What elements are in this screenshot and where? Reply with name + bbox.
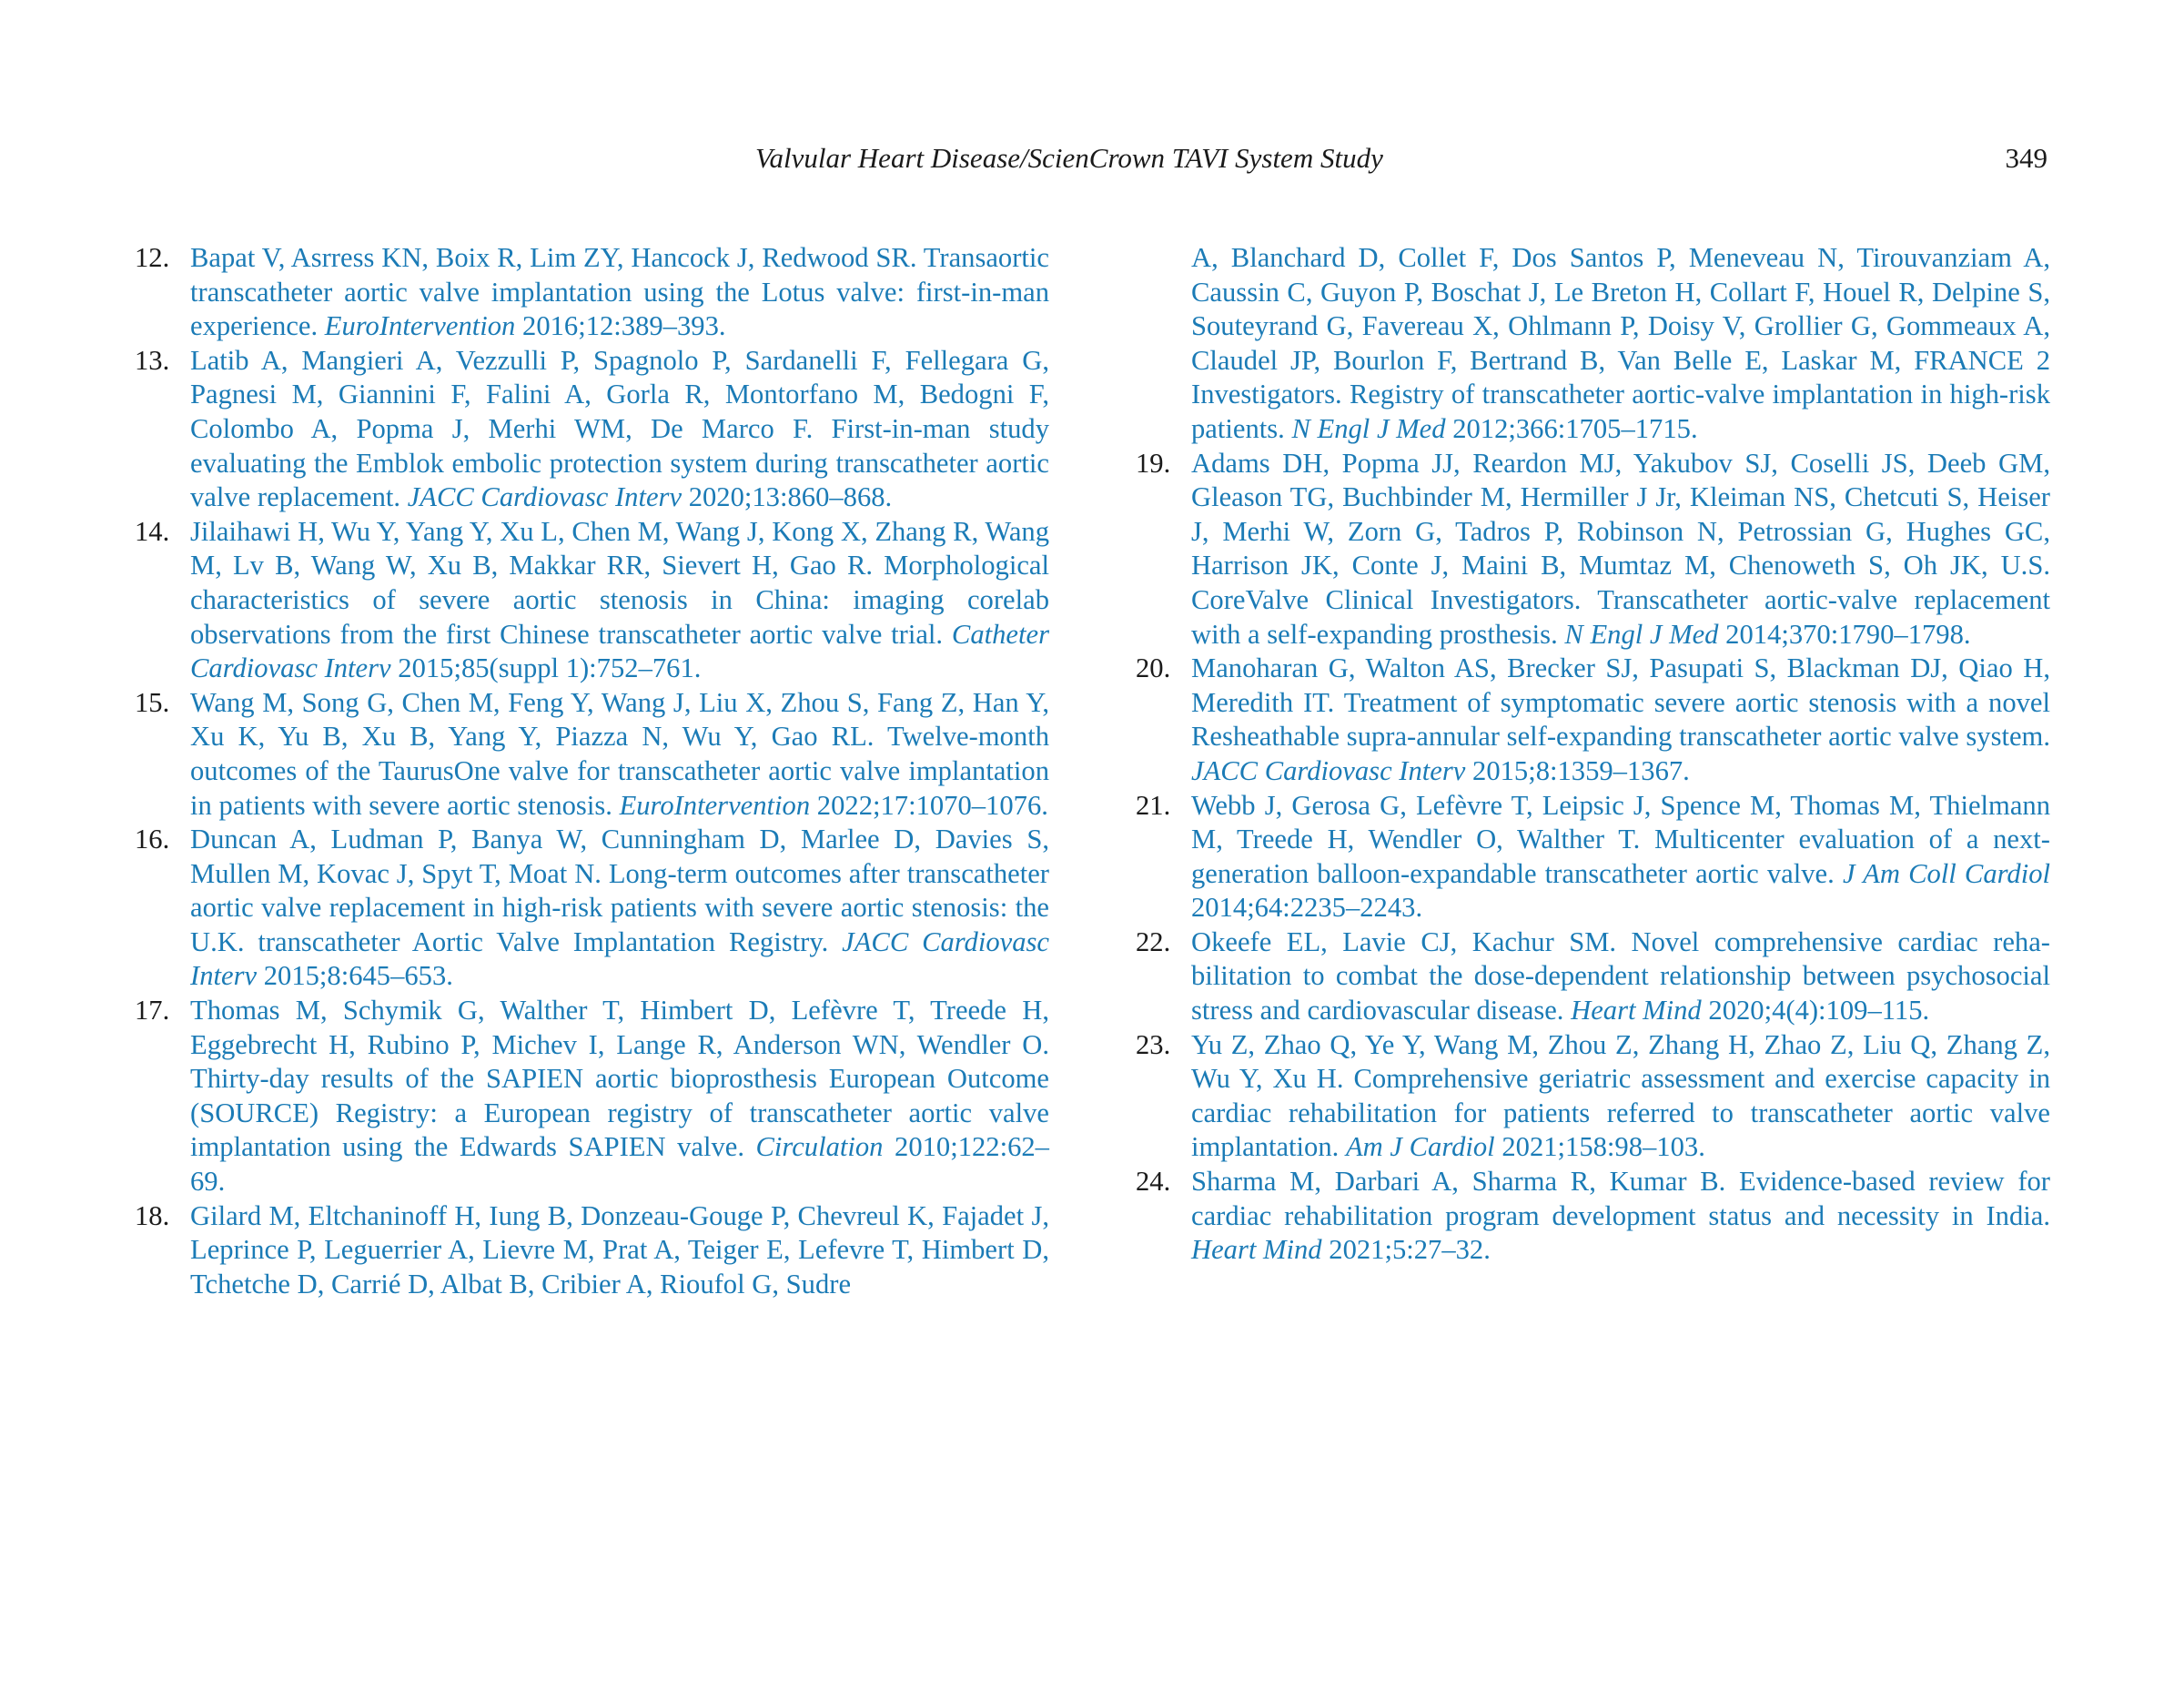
reference-item (135, 344, 1049, 515)
citation-details: 2016;12:389–393. (522, 310, 726, 342)
citation-details: 2021;5:27–32. (1329, 1234, 1491, 1266)
reference-link[interactable] (1191, 652, 2050, 786)
journal-name: Am J Cardiol (1345, 1131, 1495, 1163)
citation-details: 2021;158:98–103. (1502, 1131, 1705, 1163)
citation-details: 2022;17:1070–1076. (816, 789, 1048, 821)
journal-name: EuroIntervention (324, 310, 516, 342)
reference-text: Thomas M, Schymik G, Walther T, Himbert D, Lefèvre T, Treede H, Eggebrecht H, Rubino P, Michev I, Lange R, Anderson WN, Wendler O. Thirty-day results of the SAPIEN aortic bioprosthesis European Outcome (SOURCE) Registry: a European registry of transcatheter aortic valve implantation using the Edwards SAPIEN valve. (190, 995, 1049, 1163)
journal-name: Heart Mind (1191, 1234, 1322, 1266)
reference-text: Manoharan G, Walton AS, Brecker SJ, Pasupati S, Blackman DJ, Qiao H, Meredith IT. Treatment of symptomatic severe aortic stenosis with a novel Resheathable supra-annular self-expanding transcatheter aortic valve system. (1191, 652, 2050, 753)
citation-details: 2014;370:1790–1798. (1725, 618, 1971, 650)
reference-text: Yu Z, Zhao Q, Ye Y, Wang M, Zhou Z, Zhang H, Zhao Z, Liu Q, Zhang Z, Wu Y, Xu H. Comprehensive geriatric assessment and exercise capacity in cardiac rehabilitation for patients referred to transcatheter aortic valve implantation. (1191, 1028, 2050, 1163)
citation-details: 2014;64:2235–2243. (1191, 892, 1423, 924)
reference-text: Adams DH, Popma JJ, Reardon MJ, Yakubov SJ, Coselli JS, Deeb GM, Gleason TG, Buchbinder M, Hermiller J Jr, Kleiman NS, Chetcuti S, Heiser J, Merhi W, Zorn G, Tadros P, Robinson N, Petrossian G, Hughes GC, Harrison JK, Conte J, Maini B, Mumtaz M, Chenoweth S, Oh JK, U.S. CoreValve Clinical Investigators. Transcatheter aortic-valve replacement with a self-expanding prosthesis. (1191, 447, 2050, 650)
reference-link[interactable] (190, 995, 1049, 1197)
journal-name: JACC Cardiovasc Interv (1191, 754, 1466, 786)
reference-item (1136, 652, 2050, 788)
reference-text: Okeefe EL, Lavie CJ, Kachur SM. Novel comprehensive cardiac rehabilitation to combat the dose-dependent relationship between psychosocial stress and cardiovascular disease. (1191, 925, 2050, 1026)
reference-text: Gilard M, Eltchaninoff H, Iung B, Donzeau-Gouge P, Chevreul K, Fajadet J, Leprince P, Leguerrier A, Lievre M, Prat A, Teiger E, Lefevre T, Himbert D, Tchetche D, Carrié D, Albat B, Cribier A, Rioufol G, Sudre (190, 1199, 1049, 1300)
reference-item (135, 994, 1049, 1199)
reference-link[interactable] (1191, 1166, 2050, 1265)
reference-number: 24. (1136, 1166, 1171, 1198)
reference-text: Webb J, Gerosa G, Lefèvre T, Leipsic J, Spence M, Thomas M, Thielmann M, Treede H, Wendler O, Walther T. Multicenter evaluation of a next-generation balloon-expandable transcatheter aortic valve. (1191, 789, 2050, 889)
reference-text: Jilaihawi H, Wu Y, Yang Y, Xu L, Chen M, Wang J, Kong X, Zhang R, Wang M, Lv B, Wang W, Xu B, Makkar RR, Sievert H, Gao R. Morphological characteristics of severe aortic stenosis in China: imaging corelab observations from the first Chinese transcatheter aortic valve trial. (190, 515, 1049, 650)
reference-text: Wang M, Song G, Chen M, Feng Y, Wang J, Liu X, Zhou S, Fang Z, Han Y, Xu K, Yu B, Xu B, Yang Y, Piazza N, Wu Y, Gao RL. Twelve-month outcomes of the TaurusOne valve for transcatheter aortic valve implantation in patients with severe aortic stenosis. (190, 686, 1049, 821)
reference-link[interactable] (190, 824, 1049, 991)
reference-number: 14. (135, 515, 170, 547)
reference-number: 12. (135, 242, 170, 273)
reference-text: Duncan A, Ludman P, Banya W, Cunningham D, Marlee D, Davies S, Mullen M, Kovac J, Spyt T, Moat N. Long-term outcomes after transcatheter aortic valve replacement in high-risk patients with severe aortic stenosis: the U.K. transcatheter Aortic Valve Implantation Registry. (190, 824, 1049, 957)
reference-item (135, 515, 1049, 686)
journal-name: JACC Cardiovasc Interv (190, 925, 1050, 992)
reference-item (1136, 925, 2050, 1028)
reference-link[interactable] (190, 242, 1049, 341)
citation-details: 2015;85(suppl 1):752–761. (398, 652, 702, 684)
citation-details: 2020;4(4):109–115. (1708, 995, 1930, 1026)
reference-item (1136, 447, 2050, 652)
reference-item (135, 823, 1049, 994)
reference-link[interactable] (190, 345, 1049, 512)
reference-number: 13. (135, 344, 170, 376)
reference-number: 21. (1136, 789, 1171, 821)
reference-link[interactable] (190, 516, 1049, 683)
reference-item (135, 241, 1049, 344)
reference-number: 18. (135, 1199, 170, 1231)
reference-text: A, Blanchard D, Collet F, Dos Santos P, Meneveau N, Tirouvanziam A, Caussin C, Guyon P, Boschat J, Le Breton H, Collart F, Houel R, Delpine S, Souteyrand G, Favereau X, Ohlmann P, Doisy V, Grollier G, Gommeaux A, Claudel JP, Bourlon F, Bertrand B, Van Belle E, Laskar M, FRANCE 2 Investigators. Registry of transcatheter aortic-valve implantation in high-risk patients. (1191, 242, 2050, 444)
reference-item-continued (1136, 241, 2050, 447)
journal-name: Heart Mind (1571, 995, 1702, 1026)
journal-name: J Am Coll Cardiol (1842, 857, 2050, 889)
reference-item (1136, 1165, 2050, 1268)
journal-name: JACC Cardiovasc Interv (407, 481, 682, 513)
journal-name: Catheter Cardiovasc Interv (190, 618, 1049, 684)
reference-number: 19. (1136, 447, 1171, 479)
reference-text: Latib A, Mangieri A, Vezzulli P, Spagnolo P, Sardanelli F, Fellegara G, Pagnesi M, Giannini F, Falini A, Gorla R, Montorfano M, Bedogni F, Colombo A, Popma J, Merhi WM, De Marco F. First-in-man study evaluating the Emblok embolic protection system during transcatheter aortic valve replacement. (190, 344, 1049, 513)
reference-text: Bapat V, Asrress KN, Boix R, Lim ZY, Hancock J, Redwood SR. Transaortic transcatheter aortic valve implantation using the Lotus valve: first-in-man experience. (190, 242, 1049, 342)
citation-details: 2020;13:860–868. (688, 481, 893, 513)
reference-link[interactable] (1191, 448, 2050, 650)
reference-number: 15. (135, 686, 170, 718)
reference-item (135, 1199, 1049, 1302)
reference-link[interactable] (1191, 1029, 2050, 1163)
reference-item (1136, 789, 2050, 925)
citation-details: 2015;8:1359–1367. (1472, 754, 1690, 786)
reference-number: 17. (135, 995, 170, 1026)
reference-link[interactable] (1191, 242, 2050, 444)
reference-link[interactable] (1191, 926, 2050, 1026)
citation-details: 2010;122:62–69. (190, 1131, 1049, 1198)
reference-number: 20. (1136, 652, 1171, 684)
citation-details: 2015;8:645–653. (263, 960, 453, 992)
reference-link[interactable] (1191, 790, 2050, 924)
reference-number: 22. (1136, 925, 1171, 957)
reference-item (1136, 1028, 2050, 1165)
running-head-title: Valvular Heart Disease/ScienCrown TAVI System Study (755, 142, 1383, 174)
reference-number: 23. (1136, 1028, 1171, 1060)
journal-name: Circulation (755, 1131, 884, 1163)
references-right-column (1136, 241, 2050, 1268)
page-number: 349 (2005, 142, 2048, 174)
reference-link[interactable] (190, 687, 1049, 821)
citation-details: 2012;366:1705–1715. (1452, 412, 1698, 444)
reference-link[interactable] (190, 1200, 1049, 1300)
journal-name: N Engl J Med (1291, 412, 1446, 444)
reference-number: 16. (135, 824, 170, 855)
references-left-column (135, 241, 1049, 1301)
reference-item (135, 686, 1049, 823)
reference-text: Sharma M, Darbari A, Sharma R, Kumar B. Evidence-based review for cardiac rehabilitation program development status and necessity in India. (1191, 1166, 2050, 1231)
journal-name: EuroIntervention (619, 789, 811, 821)
journal-name: N Engl J Med (1564, 618, 1719, 650)
